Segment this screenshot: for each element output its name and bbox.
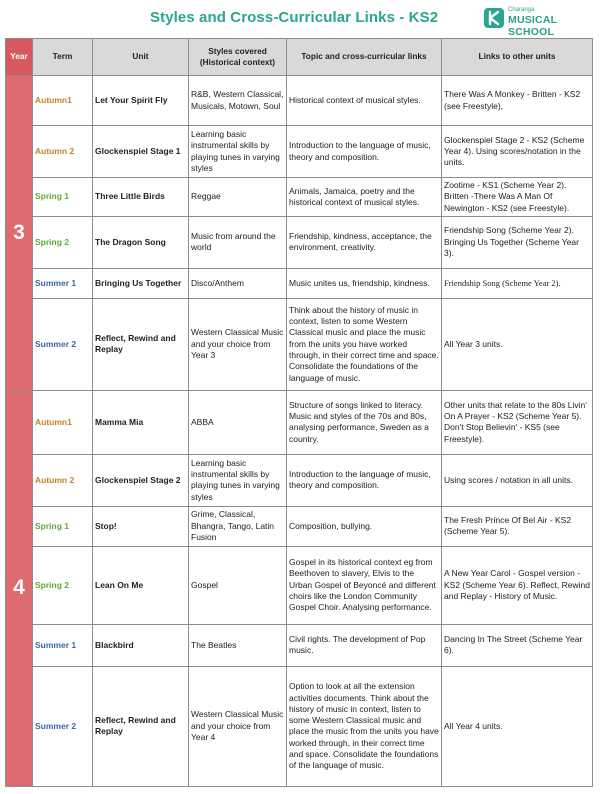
- styles-cell: Gospel: [189, 546, 287, 624]
- styles-cell: Reggae: [189, 178, 287, 217]
- styles-cell: Learning basic instrumental skills by playing tunes in varying styles: [189, 454, 287, 506]
- header-styles-line1: Styles covered: [208, 45, 267, 56]
- table-row: [6, 454, 593, 506]
- logo-subtext: Charanga: [508, 7, 535, 13]
- topic-cell: Think about the history of music in context, listen to some Western Classical music and place the music from the units you have worked through, in their correct time and space. Consolidate the foundations of the language of music.: [287, 298, 442, 390]
- header-styles-line2: (Historical context): [199, 57, 276, 67]
- topic-cell: Structure of songs linked to literacy. Music and styles of the 70s and 80s, analysing performance, Sweden as a country.: [287, 390, 442, 454]
- topic-cell: Civil rights. The development of Pop music.: [287, 624, 442, 666]
- term-cell: Spring 1: [33, 178, 93, 217]
- links-cell: Using scores / notation in all units.: [442, 454, 593, 506]
- table-row: [6, 390, 593, 454]
- links-cell: A New Year Carol - Gospel version -KS2 (Scheme Year 6). Reflect, Rewind and Replay - History of Music.: [442, 546, 593, 624]
- links-cell: The Fresh Prince Of Bel Air - KS2 (Scheme Year 5).: [442, 506, 593, 546]
- year-number: 4: [13, 576, 25, 600]
- brand-logo: [484, 6, 596, 38]
- table-row: [6, 216, 593, 268]
- links-cell: Friendship Song (Scheme Year 2). Bringing Us Together (Scheme Year 3).: [442, 216, 593, 268]
- header-unit: Unit: [93, 39, 189, 76]
- table-row: [6, 178, 593, 217]
- term-cell: Summer 2: [33, 298, 93, 390]
- unit-cell: Glockenspiel Stage 2: [93, 454, 189, 506]
- links-cell: Zootime - KS1 (Scheme Year 2). Britten -There Was A Man Of Newington - KS2 (see Freestyle).: [442, 178, 593, 217]
- header-topic: Topic and cross-curricular links: [287, 39, 442, 76]
- term-cell: Summer 1: [33, 268, 93, 298]
- table-row: [6, 76, 593, 126]
- curriculum-table: [5, 38, 593, 787]
- term-cell: Summer 2: [33, 666, 93, 786]
- links-cell: Dancing In The Street (Scheme Year 6).: [442, 624, 593, 666]
- styles-cell: The Beatles: [189, 624, 287, 666]
- table-row: [6, 666, 593, 786]
- styles-cell: Music from around the world: [189, 216, 287, 268]
- links-cell: All Year 4 units.: [442, 666, 593, 786]
- unit-cell: Glockenspiel Stage 1: [93, 126, 189, 178]
- styles-cell: ABBA: [189, 390, 287, 454]
- styles-cell: Disco/Anthem: [189, 268, 287, 298]
- header-styles: [189, 39, 287, 76]
- header-links: Links to other units: [442, 39, 593, 76]
- unit-cell: Bringing Us Together: [93, 268, 189, 298]
- table-header-row: [6, 39, 593, 76]
- header-term: Term: [33, 39, 93, 76]
- topic-cell: Music unites us, friendship, kindness.: [287, 268, 442, 298]
- year-number: 3: [13, 220, 25, 244]
- unit-cell: Lean On Me: [93, 546, 189, 624]
- links-cell: Friendship Song (Scheme Year 2).: [442, 268, 593, 298]
- links-cell: Glockenspiel Stage 2 - KS2 (Scheme Year 4). Using scores/notation in the units.: [442, 126, 593, 178]
- term-cell: Spring 2: [33, 216, 93, 268]
- table-row: [6, 546, 593, 624]
- table-row: [6, 268, 593, 298]
- styles-cell: Learning basic instrumental skills by playing tunes in varying styles: [189, 126, 287, 178]
- term-cell: Summer 1: [33, 624, 93, 666]
- topic-cell: Historical context of musical styles.: [287, 76, 442, 126]
- table-row: [6, 624, 593, 666]
- term-cell: Spring 1: [33, 506, 93, 546]
- term-cell: Spring 2: [33, 546, 93, 624]
- topic-cell: Animals, Jamaica, poetry and the historical context of musical styles.: [287, 178, 442, 217]
- year-cell-4: [6, 390, 33, 786]
- header-year: Year: [6, 39, 33, 76]
- year-cell-3: [6, 76, 33, 391]
- table-row: [6, 506, 593, 546]
- links-cell: Other units that relate to the 80s Livin' On A Prayer - KS2 (Scheme Year 5). Don't Stop Believin' - KS5 (see Freestyle).: [442, 390, 593, 454]
- unit-cell: Stop!: [93, 506, 189, 546]
- styles-cell: Western Classical Music and your choice from Year 3: [189, 298, 287, 390]
- unit-cell: Reflect, Rewind and Replay: [93, 298, 189, 390]
- styles-cell: Western Classical Music and your choice from Year 4: [189, 666, 287, 786]
- table-row: [6, 126, 593, 178]
- term-cell: Autumn 2: [33, 126, 93, 178]
- table-row: [6, 298, 593, 390]
- topic-cell: Introduction to the language of music, theory and composition.: [287, 454, 442, 506]
- unit-cell: Blackbird: [93, 624, 189, 666]
- unit-cell: Mamma Mia: [93, 390, 189, 454]
- unit-cell: Let Your Spirit Fly: [93, 76, 189, 126]
- topic-cell: Introduction to the language of music, theory and composition.: [287, 126, 442, 178]
- topic-cell: Composition, bullying.: [287, 506, 442, 546]
- term-cell: Autumn1: [33, 76, 93, 126]
- unit-cell: The Dragon Song: [93, 216, 189, 268]
- page-title: Styles and Cross-Curricular Links - KS2: [150, 9, 439, 26]
- unit-cell: Reflect, Rewind and Replay: [93, 666, 189, 786]
- topic-cell: Gospel in its historical context eg from Beethoven to slavery, Elvis to the Urban Gospel of Beyoncé and different choirs like the London Community Gospel Choir. Analysing performance.: [287, 546, 442, 624]
- term-cell: Autumn1: [33, 390, 93, 454]
- logo-mark-icon: [484, 8, 504, 28]
- styles-cell: Grime, Classical, Bhangra, Tango, Latin Fusion: [189, 506, 287, 546]
- links-cell: All Year 3 units.: [442, 298, 593, 390]
- term-cell: Autumn 2: [33, 454, 93, 506]
- topic-cell: Option to look at all the extension activities documents. Think about the history of music in context, listen to some Western Classical music and place the music from the units you have worked through, in their correct time and space. Consolidate the foundations of the language of music.: [287, 666, 442, 786]
- links-cell: There Was A Monkey - Britten - KS2 (see Freestyle),: [442, 76, 593, 126]
- logo-text: MUSICAL SCHOOL: [508, 14, 558, 38]
- styles-cell: R&B, Western Classical, Musicals, Motown, Soul: [189, 76, 287, 126]
- topic-cell: Friendship, kindness, acceptance, the environment, creativity.: [287, 216, 442, 268]
- unit-cell: Three Little Birds: [93, 178, 189, 217]
